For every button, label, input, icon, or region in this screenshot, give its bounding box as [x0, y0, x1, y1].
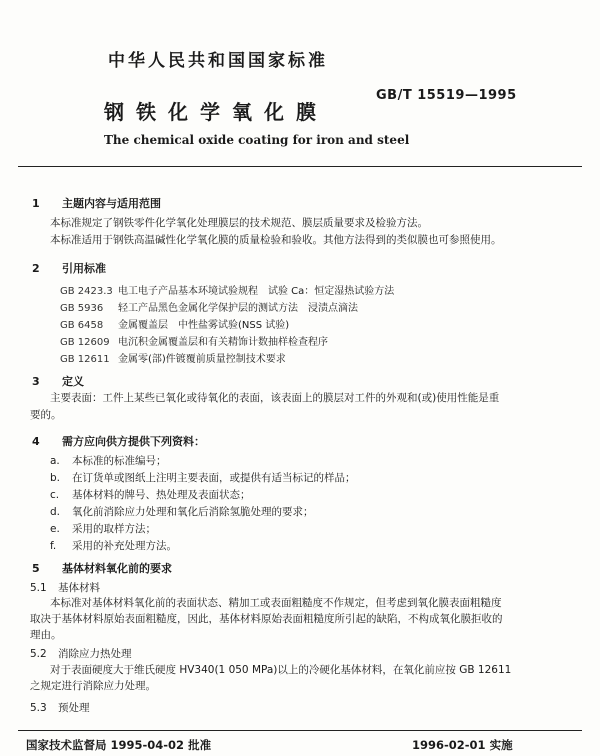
reference-text: 电工电子产品基本环境试验规程 试验 Ca：恒定湿热试验方法 — [118, 286, 395, 297]
footer-divider — [18, 730, 582, 731]
section-5-heading — [32, 560, 172, 576]
section-title: 需方应向供方提供下列资料： — [62, 435, 205, 448]
subsection-5-3-heading — [30, 700, 90, 715]
reference-text: 轻工产品黑色金属化学保护层的测试方法 浸渍点滴法 — [118, 303, 358, 314]
list-item — [50, 453, 167, 468]
reference-code: GB 2423.3 — [60, 286, 113, 297]
reference-text: 电沉积金属覆盖层和有关精饰计数抽样检查程序 — [118, 337, 328, 348]
reference-code: GB 12611 — [60, 354, 110, 365]
reference-item — [60, 299, 358, 314]
subsection-number: 5.2 — [30, 648, 47, 660]
section-number: 1 — [32, 197, 40, 210]
reference-item — [60, 316, 289, 331]
list-text: 采用的补充处理方法。 — [72, 540, 177, 552]
section-4-heading — [32, 433, 205, 449]
effective-date: 1996-02-01 实施 — [412, 738, 513, 752]
list-text: 氧化前消除应力处理和氧化后消除氢脆处理的要求； — [72, 506, 314, 518]
reference-text: 金属零(部)件镀覆前质量控制技术要求 — [118, 354, 286, 365]
section-1-heading — [32, 195, 161, 211]
list-marker: d. — [50, 506, 61, 518]
list-marker: e. — [50, 523, 60, 535]
paragraph: 理由。 — [30, 629, 62, 641]
subsection-title: 预处理 — [58, 702, 90, 714]
paragraph: 要的。 — [30, 409, 62, 421]
reference-item — [60, 282, 394, 297]
section-number: 2 — [32, 262, 40, 275]
approval-date: 国家技术监督局 1995-04-02 批准 — [26, 738, 212, 752]
list-item — [50, 504, 314, 519]
list-marker: f. — [50, 540, 57, 552]
paragraph: 对于表面硬度大于维氏硬度 HV340(1 050 MPa)以上的冷硬化基体材料，在氧化前应按 GB 12611 — [50, 664, 512, 676]
list-item — [50, 521, 156, 536]
subsection-title: 基体材料 — [58, 582, 100, 594]
section-number: 4 — [32, 435, 40, 448]
list-item — [50, 487, 251, 502]
section-number: 5 — [32, 562, 40, 575]
national-standard-heading: 中华人民共和国国家标准 — [108, 51, 328, 71]
paragraph: 本标准适用于钢铁高温碱性化学氧化膜的质量检验和验收。其他方法得到的类似膜也可参照使用。 — [50, 234, 502, 246]
section-2-heading — [32, 260, 106, 276]
paragraph: 之规定进行消除应力处理。 — [30, 680, 156, 692]
section-title: 主题内容与适用范围 — [62, 197, 161, 210]
list-item — [50, 538, 177, 553]
list-marker: a. — [50, 455, 60, 467]
list-text: 采用的取样方法； — [72, 523, 156, 535]
section-3-heading — [32, 373, 84, 389]
subsection-5-2-heading — [30, 646, 132, 661]
list-marker: c. — [50, 489, 60, 501]
reference-item — [60, 350, 286, 365]
list-text: 基体材料的牌号、热处理及表面状态； — [72, 489, 251, 501]
section-title: 定义 — [62, 375, 84, 388]
paragraph: 本标准规定了钢铁零件化学氧化处理膜层的技术规范、膜层质量要求及检验方法。 — [50, 217, 428, 229]
reference-code: GB 12609 — [60, 337, 110, 348]
subsection-number: 5.3 — [30, 702, 47, 714]
paragraph: 主要表面：工件上某些已氧化或待氧化的表面，该表面上的膜层对工件的外观和(或)使用性能是重 — [50, 392, 500, 404]
reference-text: 金属覆盖层 中性盐雾试验(NSS 试验) — [118, 320, 290, 331]
standard-number: GB/T 15519—1995 — [376, 88, 517, 103]
subsection-title: 消除应力热处理 — [58, 648, 132, 660]
list-text: 在订货单或图纸上注明主要表面，或提供有适当标记的样品； — [72, 472, 356, 484]
document-title: 钢铁化学氧化膜 — [104, 100, 328, 124]
section-number: 3 — [32, 375, 40, 388]
document-title-english: The chemical oxide coating for iron and steel — [104, 133, 410, 147]
paragraph: 本标准对基体材料氧化前的表面状态、精加工或表面粗糙度不作规定，但考虑到氧化膜表面粗糙度 — [50, 597, 502, 609]
reference-code: GB 5936 — [60, 303, 104, 314]
section-title: 引用标准 — [62, 262, 106, 275]
reference-item — [60, 333, 328, 348]
paragraph: 取决于基体材料原始表面粗糙度，因此，基体材料原始表面粗糙度所引起的缺陷，不构成氧化膜拒收的 — [30, 613, 503, 625]
section-title: 基体材料氧化前的要求 — [62, 562, 172, 575]
list-text: 本标准的标准编号； — [72, 455, 167, 467]
subsection-number: 5.1 — [30, 582, 47, 594]
list-item — [50, 470, 356, 485]
reference-code: GB 6458 — [60, 320, 104, 331]
header-divider — [18, 166, 582, 167]
list-marker: b. — [50, 472, 61, 484]
subsection-5-1-heading — [30, 580, 100, 595]
